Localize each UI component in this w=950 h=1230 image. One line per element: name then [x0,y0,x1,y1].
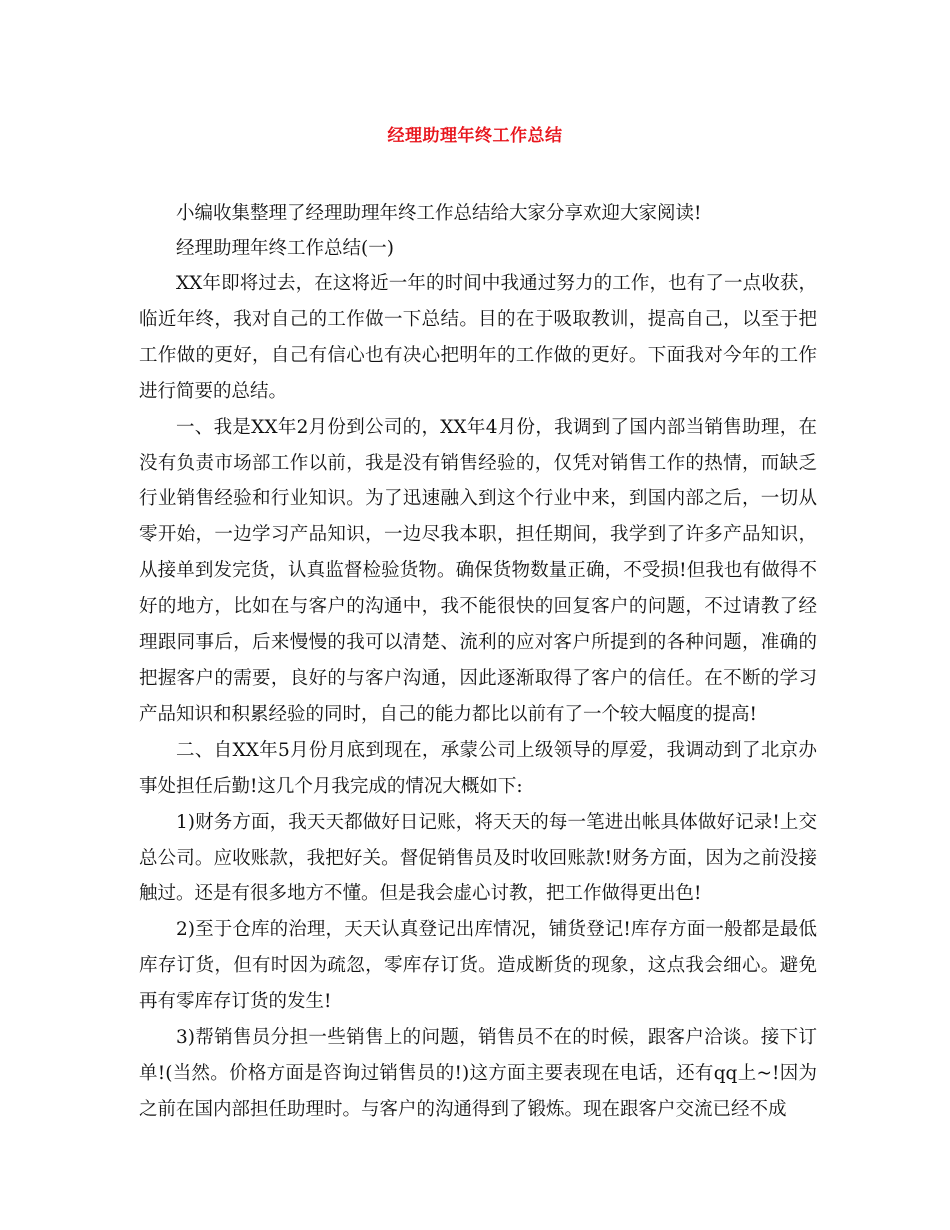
document-title: 经理助理年终工作总结 [387,126,563,146]
list-item-finance: 1)财务方面，我天天都做好日记账，将天天的每一笔进出帐具体做好记录!上交总公司。应收账款，我把好关。督促销售员及时收回账款!财务方面，因为之前没接触过。还是有很多地方不懂。但是我会虚心讨教，把工作做得更出色! [139,811,817,905]
body-paragraph-part-one: 一、我是XX年2月份到公司的，XX年4月份，我调到了国内部当销售助理，在没有负责市场部工作以前，我是没有销售经验的，仅凭对销售工作的热情，而缺乏行业销售经验和行业知识。为了迅速融入到这个行业中来，到国内部之后，一切从零开始，一边学习产品知识，一边尽我本职，担任期间，我学到了许多产品知识，从接单到发完货，认真监督检验货物。确保货物数量正确，不受损!但我也有做得不好的地方，比如在与客户的沟通中，我不能很快的回复客户的问题，不过请教了经理跟同事后，后来慢慢的我可以清楚、流利的应对客户所提到的各种问题，准确的把握客户的需要，良好的与客户沟通，因此逐渐取得了客户的信任。在不断的学习产品知识和积累经验的同时，自己的能力都比以前有了一个较大幅度的提高! [139,416,817,725]
body-paragraph-overview: XX年即将过去，在这将近一年的时间中我通过努力的工作，也有了一点收获，临近年终，我对自己的工作做一下总结。目的在于吸取教训，提高自己，以至于把工作做的更好，自己有信心也有决心把明年的工作做的更好。下面我对今年的工作进行简要的总结。 [139,273,817,402]
section-heading: 经理助理年终工作总结(一) [176,238,394,259]
list-item-sales-support: 3)帮销售员分担一些销售上的问题，销售员不在的时候，跟客户洽谈。接下订单!(当然。价格方面是咨询过销售员的!)这方面主要表现在电话，还有qq上~!因为之前在国内部担任助理时。与客户的沟通得到了锻炼。现在跟客户交流已经不成 [139,1027,817,1120]
document-body [139,196,817,1128]
intro-paragraph: 小编收集整理了经理助理年终工作总结给大家分享欢迎大家阅读! [176,203,702,224]
list-item-warehouse: 2)至于仓库的治理，天天认真登记出库情况，铺货登记!库存方面一般都是最低库存订货，但有时因为疏忽，零库存订货。造成断货的现象，这点我会细心。避免再有零库存订货的发生! [139,919,817,1013]
body-paragraph-part-two: 二、自XX年5月份月底到现在，承蒙公司上级领导的厚爱，我调动到了北京办事处担任后勤!这几个月我完成的情况大概如下: [139,739,817,797]
